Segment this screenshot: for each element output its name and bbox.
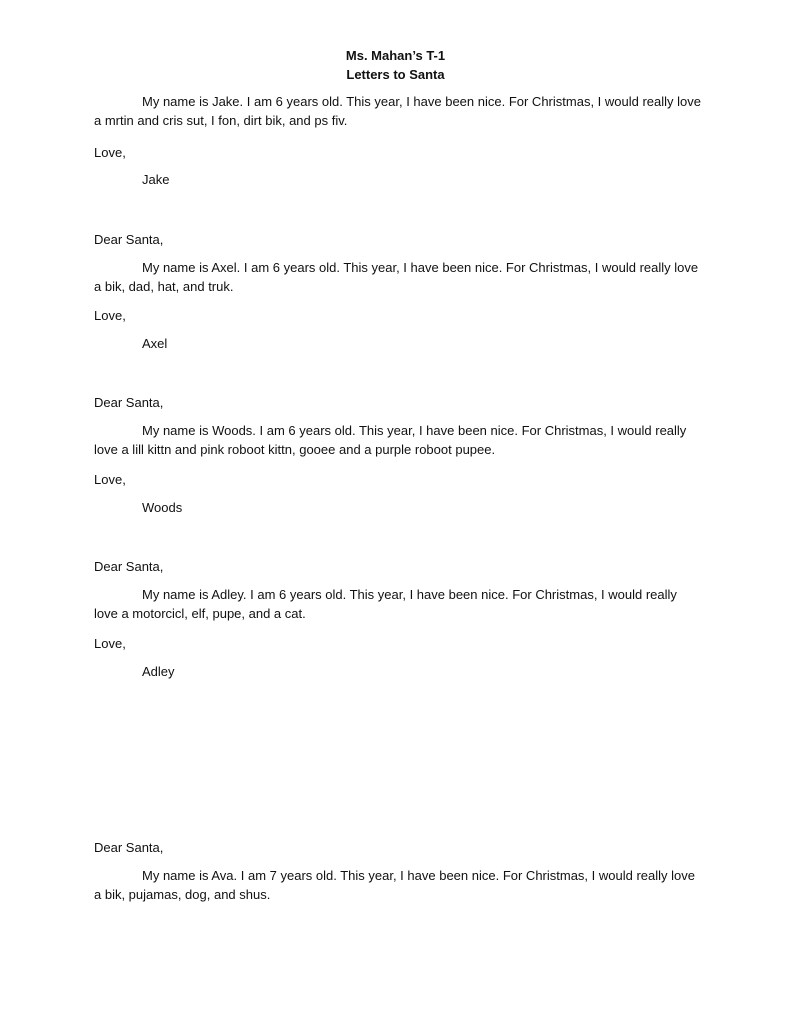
letter-salutation-adley: Dear Santa, [94, 559, 164, 574]
letter-salutation-woods: Dear Santa, [94, 395, 164, 410]
letter-closing-woods: Love, [94, 472, 126, 487]
letter-signature-jake: Jake [142, 172, 170, 187]
letter-body-jake: My name is Jake. I am 6 years old. This year, I have been nice. For Christmas, I would really love a mrtin and cris sut, I fon, dirt bik, and ps fiv. [94, 94, 701, 128]
letter-closing-jake: Love, [94, 145, 126, 160]
letter-body-woods: My name is Woods. I am 6 years old. This year, I have been nice. For Christmas, I would really love a lill kittn and pink roboot kittn, gooee and a purple roboot pupee. [94, 423, 687, 457]
letter-body-adley: My name is Adley. I am 6 years old. This year, I have been nice. For Christmas, I would really love a motorcicl, elf, pupe, and a cat. [94, 587, 677, 621]
letter-signature-woods: Woods [142, 500, 183, 515]
document-subtitle: Letters to Santa [346, 67, 445, 82]
letter-salutation-axel: Dear Santa, [94, 232, 164, 247]
letter-closing-adley: Love, [94, 636, 126, 651]
letter-signature-axel: Axel [142, 336, 168, 351]
letter-body-axel: My name is Axel. I am 6 years old. This year, I have been nice. For Christmas, I would really love a bik, dad, hat, and truk. [94, 260, 699, 294]
document-title: Ms. Mahan’s T-1 [345, 48, 446, 63]
letter-body-ava: My name is Ava. I am 7 years old. This year, I have been nice. For Christmas, I would really love a bik, pujamas, dog, and shus. [94, 868, 695, 902]
letter-signature-adley: Adley [142, 664, 175, 679]
letter-closing-axel: Love, [94, 308, 126, 323]
letter-salutation-ava: Dear Santa, [94, 840, 164, 855]
